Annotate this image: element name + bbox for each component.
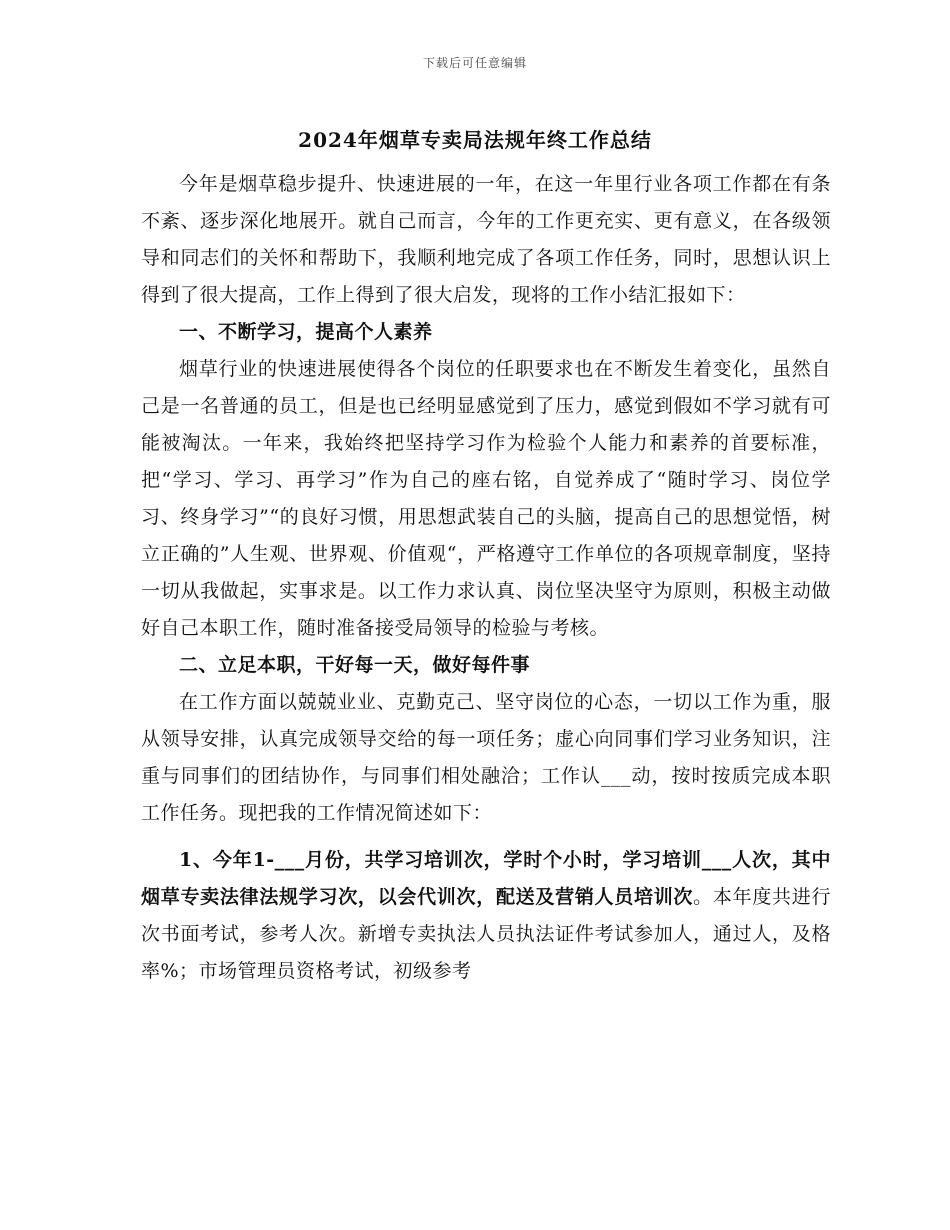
document-body	[141, 166, 831, 990]
list-item-1-text: 。本年度共进行次书面考试，参考人次。新增专卖执法人员执法证件考试参加人，通过人，及格率%；市场管理员资格考试，初级参考	[141, 886, 831, 982]
intro-paragraph: 今年是烟草稳步提升、快速进展的一年，在这一年里行业各项工作都在有条不紊、逐步深化地展开。就自己而言，今年的工作更充实、更有意义，在各级领导和同志们的关怀和帮助下，我顺利地完成了各项工作任务，同时，思想认识上得到了很大提高，工作上得到了很大启发，现将的工作小结汇报如下：	[141, 173, 831, 306]
list-item-1	[141, 842, 831, 990]
list-item-1-bold: 1、今年1-___月份，共学习培训次，学时个小时，学习培训___人次，其中烟草专卖法律法规学习次，以会代训次，配送及营销人员培训次	[141, 849, 831, 908]
section-2-paragraph: 在工作方面以兢兢业业、克勤克己、坚守岗位的心态，一切以工作为重，服从领导安排，认真完成领导交给的每一项任务；虚心向同事们学习业务知识，注重与同事们的团结协作，与同事们相处融洽；工作认___动，按时按质完成本职工作任务。现把我的工作情况简述如下：	[141, 691, 831, 824]
header-note: 下载后可任意编辑	[422, 56, 527, 70]
section-heading-1: 一、不断学习，提高个人素养	[179, 321, 433, 343]
section-1-paragraph: 烟草行业的快速进展使得各个岗位的任职要求也在不断发生着变化，虽然自己是一名普通的员工，但是也已经明显感觉到了压力，感觉到假如不学习就有可能被淘汰。一年来，我始终把坚持学习作为检验个人能力和素养的首要标准，把“学习、学习、再学习”作为自己的座右铭，自觉养成了“随时学习、岗位学习、终身学习”“的良好习惯，用思想武装自己的头脑，提高自己的思想觉悟，树立正确的”人生观、世界观、价值观“，严格遵守工作单位的各项规章制度，坚持一切从我做起，实事求是。以工作力求认真、岗位坚决坚守为原则，积极主动做好自己本职工作，随时准备接受局领导的检验与考核。	[141, 358, 831, 639]
document-title: 2024年烟草专卖局法规年终工作总结	[298, 128, 652, 152]
section-heading-2: 二、立足本职，干好每一天，做好每件事	[179, 654, 531, 676]
